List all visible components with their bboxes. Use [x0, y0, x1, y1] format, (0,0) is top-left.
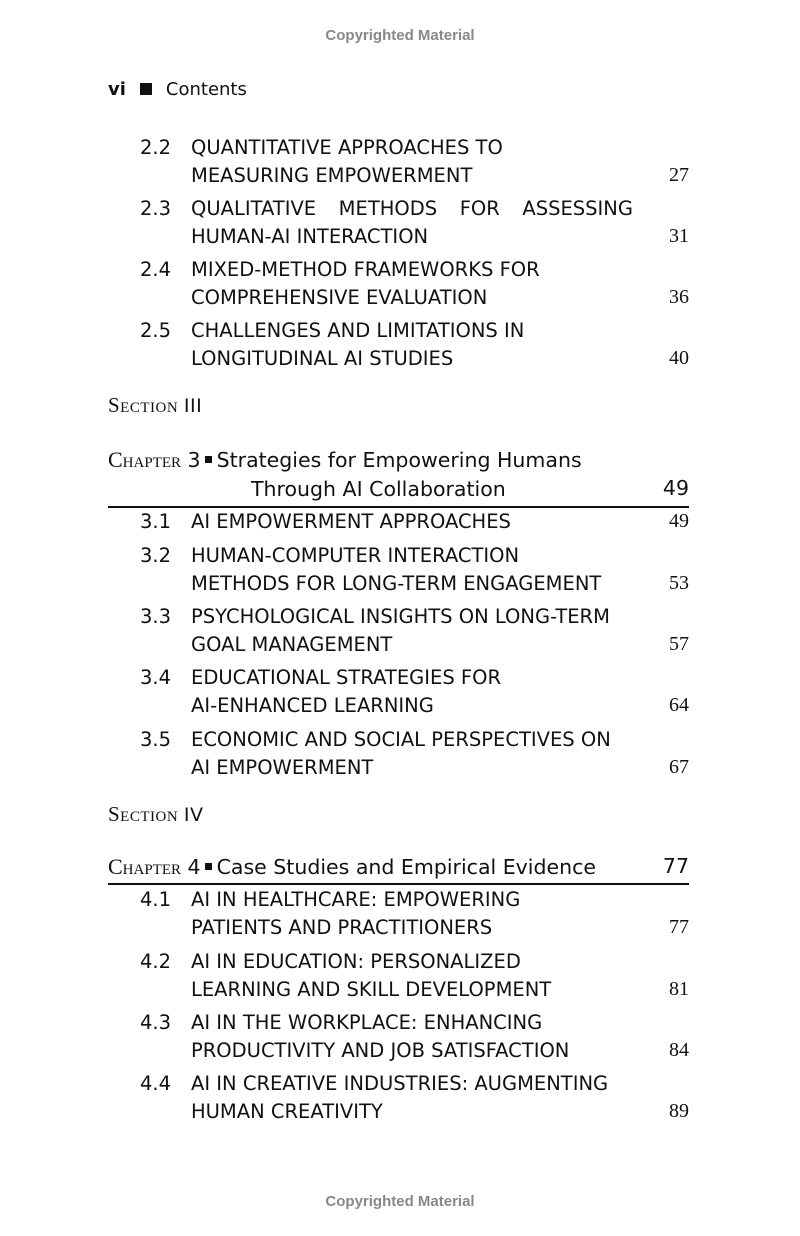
entry-title: HUMAN CREATIVITY	[191, 1099, 383, 1123]
chapter-title: Through AI Collaboration	[251, 477, 506, 501]
section-label: Section	[108, 802, 179, 826]
entry-page: 81	[669, 977, 689, 1000]
entry-title: MIXED-METHOD FRAMEWORKS FOR	[191, 258, 540, 281]
entry-title: QUANTITATIVE APPROACHES TO	[191, 136, 503, 159]
entry-title: EDUCATIONAL STRATEGIES FOR	[191, 666, 502, 689]
entry-title: GOAL MANAGEMENT	[191, 632, 393, 656]
chapter-number: 3	[187, 448, 201, 472]
entry-title: METHODS FOR LONG-TERM ENGAGEMENT	[191, 571, 602, 595]
section-heading	[108, 802, 204, 827]
entry-title: AI EMPOWERMENT	[191, 755, 374, 779]
entry-number: 3.3	[140, 605, 172, 628]
entry-number: 4.2	[140, 950, 172, 973]
entry-title: AI-ENHANCED LEARNING	[191, 693, 434, 717]
page-number: vi	[108, 79, 126, 100]
entry-title: MEASURING EMPOWERMENT	[191, 163, 473, 187]
entry-title: AI EMPOWERMENT APPROACHES	[191, 510, 511, 533]
section-number: III	[183, 395, 203, 417]
bullet-icon	[205, 863, 212, 870]
entry-page: 53	[669, 571, 689, 594]
entry-title: ECONOMIC AND SOCIAL PERSPECTIVES ON	[191, 728, 611, 751]
entry-page: 77	[669, 915, 689, 938]
chapter-label: Chapter	[108, 447, 182, 472]
entry-number: 4.3	[140, 1011, 172, 1034]
entry-number: 4.1	[140, 888, 172, 911]
entry-page: 36	[669, 285, 689, 308]
entry-page: 49	[669, 510, 689, 532]
chapter-title: Case Studies and Empirical Evidence	[216, 855, 597, 879]
section-number: IV	[183, 804, 204, 826]
entry-page: 84	[669, 1038, 689, 1061]
entry-title: AI IN THE WORKPLACE: ENHANCING	[191, 1011, 543, 1034]
entry-title: HUMAN-COMPUTER INTERACTION	[191, 544, 520, 567]
entry-page: 89	[669, 1099, 689, 1122]
entry-title: PRODUCTIVITY AND JOB SATISFACTION	[191, 1038, 570, 1062]
entry-number: 3.5	[140, 728, 172, 751]
chapter-title: Strategies for Empowering Humans	[216, 448, 582, 472]
entry-title: AI IN EDUCATION: PERSONALIZED	[191, 950, 521, 973]
entry-title: CHALLENGES AND LIMITATIONS IN	[191, 319, 525, 342]
entry-page: 67	[669, 755, 689, 778]
chapter-page: 77	[662, 854, 689, 878]
copyright-watermark-bottom: Copyrighted Material	[325, 1193, 475, 1210]
square-bullet-icon	[140, 83, 152, 95]
chapter-heading[interactable]	[108, 445, 689, 504]
entry-number: 3.4	[140, 666, 172, 689]
section-heading	[108, 393, 202, 418]
entry-title: LONGITUDINAL AI STUDIES	[191, 346, 454, 370]
entry-title: LEARNING AND SKILL DEVELOPMENT	[191, 977, 552, 1001]
entry-title: COMPREHENSIVE EVALUATION	[191, 285, 488, 309]
entry-page: 27	[669, 163, 689, 186]
entry-page: 64	[669, 693, 689, 716]
entry-title: AI IN CREATIVE INDUSTRIES: AUGMENTING	[191, 1072, 609, 1095]
entry-number: 2.5	[140, 319, 172, 342]
entry-number: 2.4	[140, 258, 172, 281]
section-label: Section	[108, 393, 179, 417]
running-header	[108, 79, 247, 100]
entry-page: 40	[669, 346, 689, 369]
entry-number: 4.4	[140, 1072, 172, 1095]
entry-number: 2.3	[140, 197, 172, 220]
chapter-rule	[108, 883, 689, 885]
copyright-watermark-top: Copyrighted Material	[325, 27, 475, 44]
entry-title: HUMAN-AI INTERACTION	[191, 224, 429, 248]
entry-title: PATIENTS AND PRACTITIONERS	[191, 915, 493, 939]
chapter-number: 4	[187, 855, 201, 879]
chapter-page: 49	[662, 476, 689, 500]
chapter-heading[interactable]	[108, 852, 689, 882]
entry-title: PSYCHOLOGICAL INSIGHTS ON LONG-TERM	[191, 605, 610, 628]
entry-title: AI IN HEALTHCARE: EMPOWERING	[191, 888, 521, 911]
entry-number: 3.2	[140, 544, 172, 567]
entry-number: 2.2	[140, 136, 172, 159]
chapter-label: Chapter	[108, 854, 182, 879]
entry-page: 31	[669, 224, 689, 247]
bullet-icon	[205, 456, 212, 463]
entry-title: QUALITATIVE METHODS FOR ASSESSING	[191, 197, 633, 220]
entry-page: 57	[669, 632, 689, 655]
entry-number: 3.1	[140, 510, 172, 533]
header-title: Contents	[165, 79, 247, 100]
